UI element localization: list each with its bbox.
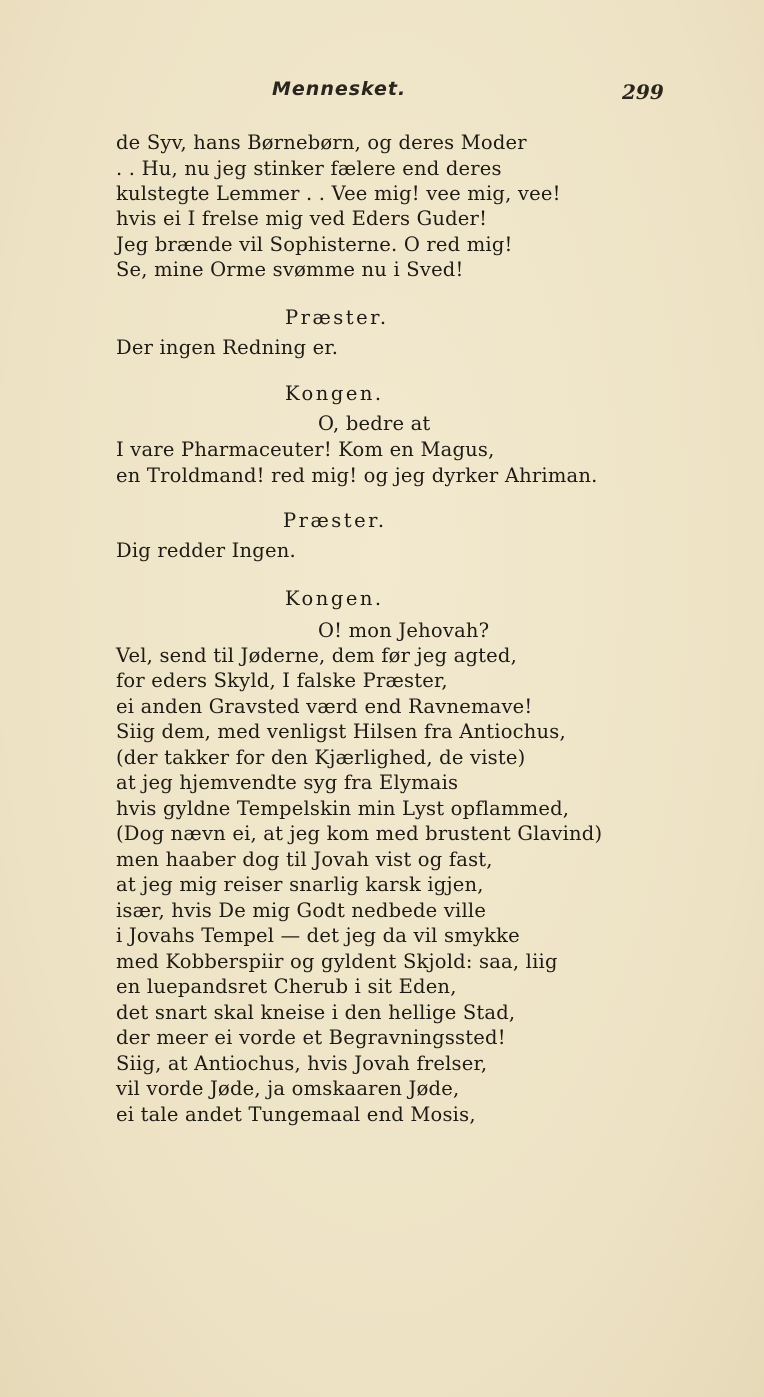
verse-line: især, hvis De mig Godt nedbede ville xyxy=(116,899,487,922)
verse-line: men haaber dog til Jovah vist og fast, xyxy=(116,848,493,871)
verse-line: en luepandsret Cherub i sit Eden, xyxy=(116,975,457,998)
speaker-name: Præster. xyxy=(285,306,389,329)
verse-line: ei tale andet Tungemaal end Mosis, xyxy=(116,1103,476,1126)
verse-line: Siig dem, med venligst Hilsen fra Antiochus, xyxy=(116,720,566,743)
verse-line: at jeg mig reiser snarlig karsk igjen, xyxy=(116,873,484,896)
speaker-name: Kongen. xyxy=(285,587,384,610)
verse-line: . . Hu, nu jeg stinker fælere end deres xyxy=(116,157,502,180)
verse-line: Der ingen Redning er. xyxy=(116,336,339,359)
speaker-name: Kongen. xyxy=(285,382,384,405)
verse-line: i Jovahs Tempel — det jeg da vil smykke xyxy=(116,924,520,947)
verse-line: hvis gyldne Tempelskin min Lyst opflammed, xyxy=(116,797,570,820)
verse-line: de Syv, hans Børnebørn, og deres Moder xyxy=(116,131,527,154)
verse-line: Se, mine Orme svømme nu i Sved! xyxy=(116,258,464,281)
verse-line: Jeg brænde vil Sophisterne. O red mig! xyxy=(116,233,513,256)
verse-line: kulstegte Lemmer . . Vee mig! vee mig, vee! xyxy=(116,182,561,205)
verse-line: med Kobberspiir og gyldent Skjold: saa, liig xyxy=(116,950,558,973)
verse-line: der meer ei vorde et Begravningssted! xyxy=(116,1026,506,1049)
verse-line: vil vorde Jøde, ja omskaaren Jøde, xyxy=(116,1077,460,1100)
verse-line: (Dog nævn ei, at jeg kom med brustent Glavind) xyxy=(116,822,603,845)
verse-line: O! mon Jehovah? xyxy=(318,619,490,642)
verse-line: I vare Pharmaceuter! Kom en Magus, xyxy=(116,438,495,461)
verse-line: Dig redder Ingen. xyxy=(116,539,296,562)
verse-line: hvis ei I frelse mig ved Eders Guder! xyxy=(116,207,488,230)
verse-line: ei anden Gravsted værd end Ravnemave! xyxy=(116,695,533,718)
verse-line: O, bedre at xyxy=(318,412,431,435)
running-title: Mennesket. xyxy=(272,78,407,100)
verse-line: Vel, send til Jøderne, dem før jeg agted, xyxy=(116,644,517,667)
speaker-name: Præster. xyxy=(283,509,387,532)
verse-line: en Troldmand! red mig! og jeg dyrker Ahriman. xyxy=(116,464,598,487)
verse-line: det snart skal kneise i den hellige Stad, xyxy=(116,1001,516,1024)
page-number: 299 xyxy=(622,80,664,104)
verse-line: for eders Skyld, I falske Præster, xyxy=(116,669,448,692)
verse-line: Siig, at Antiochus, hvis Jovah frelser, xyxy=(116,1052,488,1075)
verse-line: (der takker for den Kjærlighed, de viste) xyxy=(116,746,526,769)
verse-line: at jeg hjemvendte syg fra Elymais xyxy=(116,771,459,794)
